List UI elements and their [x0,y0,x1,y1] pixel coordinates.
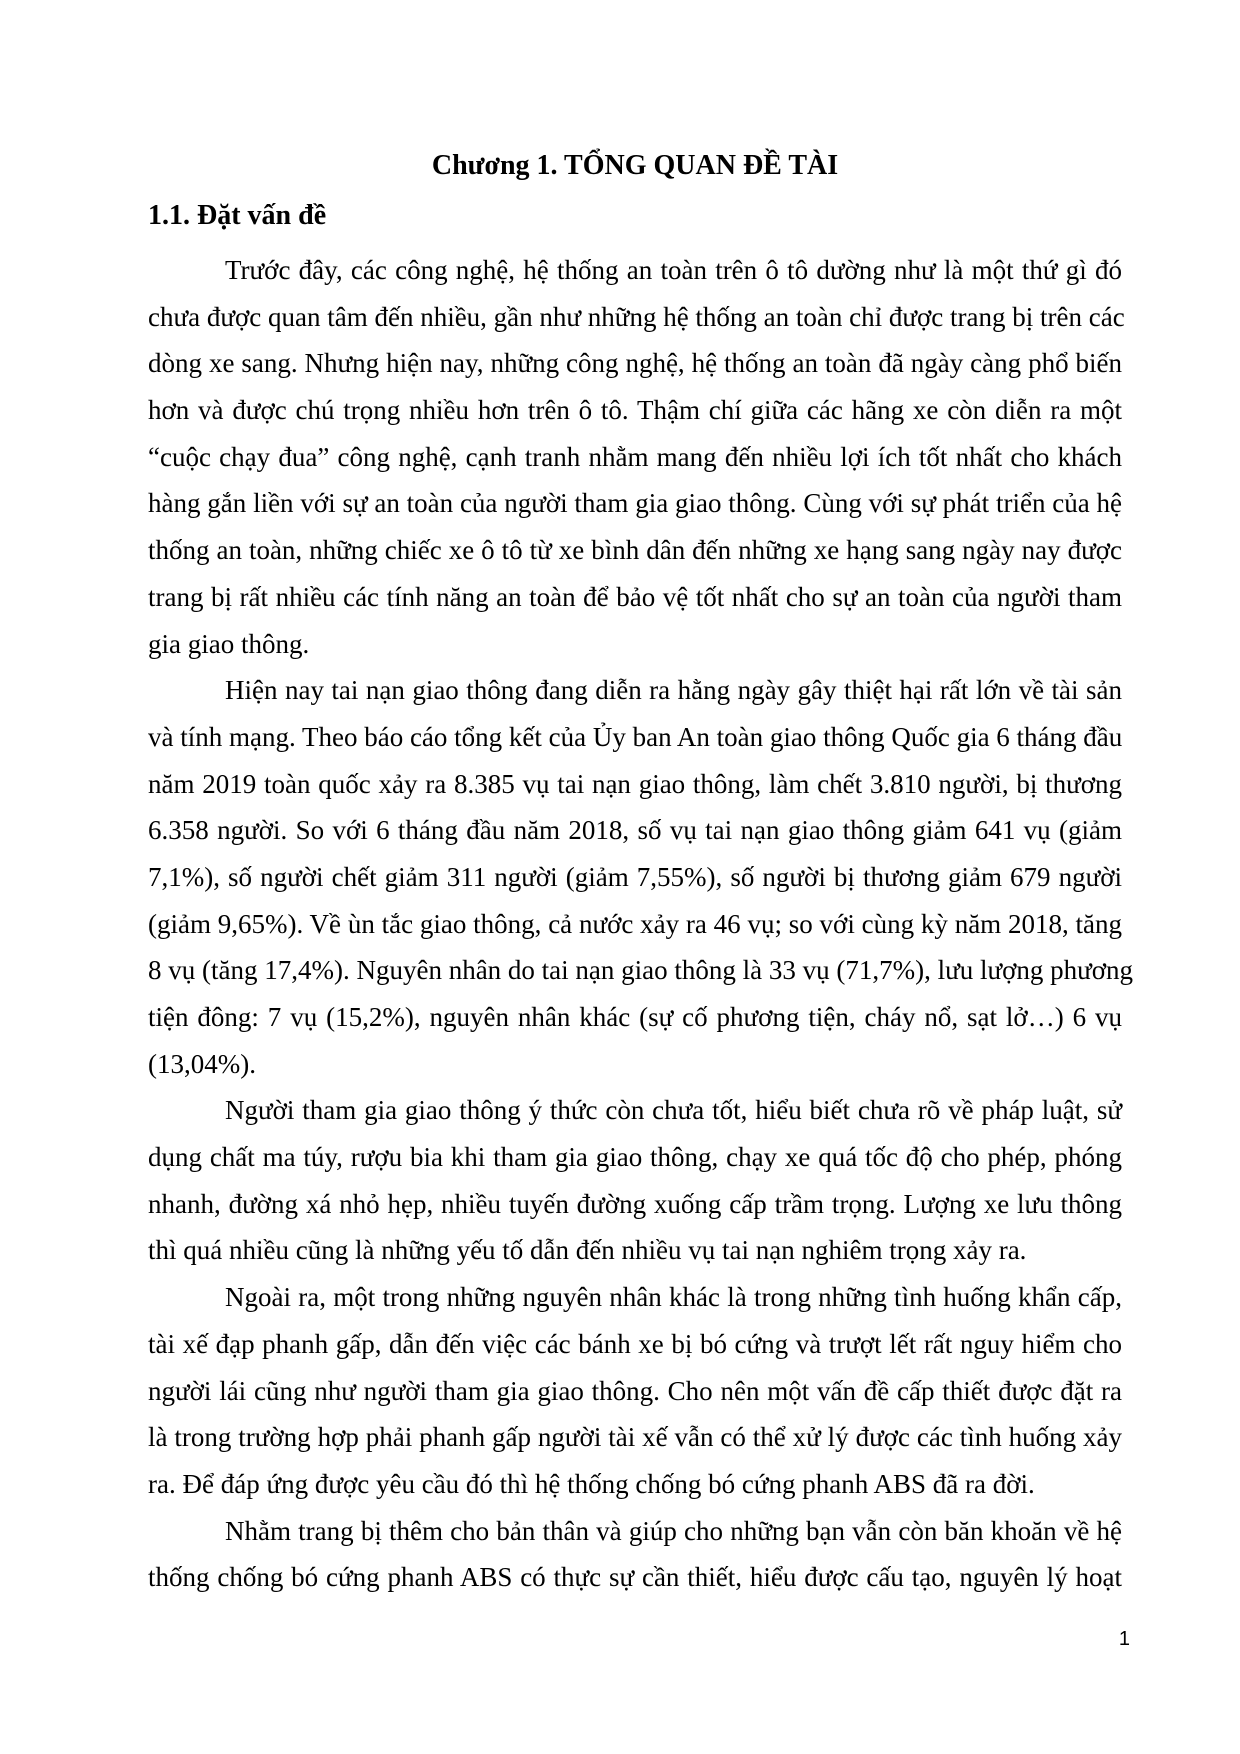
paragraph [148,1087,1122,1274]
text-line: hơn và được chú trọng nhiều hơn trên ô tô. Thậm chí giữa các hãng xe còn diễn ra một [148,395,1122,426]
paragraph [148,1274,1122,1507]
text-line: Nhằm trang bị thêm cho bản thân và giúp cho những bạn vẫn còn băn khoăn về hệ [225,1515,1122,1546]
text-line: thì quá nhiều cũng là những yếu tố dẫn đến nhiều vụ tai nạn nghiêm trọng xảy ra. [148,1235,1027,1266]
text-line: thống an toàn, những chiếc xe ô tô từ xe bình dân đến những xe hạng sang ngày nay được [148,535,1122,566]
text-line: tài xế đạp phanh gấp, dẫn đến việc các bánh xe bị bó cứng và trượt lết rất nguy hiểm cho [148,1328,1122,1359]
text-line: người lái cũng như người tham gia giao thông. Cho nên một vấn đề cấp thiết được đặt ra [148,1375,1122,1406]
text-line: ra. Để đáp ứng được yêu cầu đó thì hệ thống chống bó cứng phanh ABS đã ra đời. [148,1468,1035,1499]
text-line: năm 2019 toàn quốc xảy ra 8.385 vụ tai nạn giao thông, làm chết 3.810 người, bị thương [148,768,1122,799]
text-line: hàng gắn liền với sự an toàn của người tham gia giao thông. Cùng với sự phát triển của hệ [148,488,1122,519]
text-line: và tính mạng. Theo báo cáo tổng kết của Ủy ban An toàn giao thông Quốc gia 6 tháng đầu [148,721,1123,752]
text-line: 6.358 người. So với 6 tháng đầu năm 2018, số vụ tai nạn giao thông giảm 641 vụ (giảm [148,815,1122,846]
text-line: gia giao thông. [148,628,310,659]
text-line: “cuộc chạy đua” công nghệ, cạnh tranh nhằm mang đến nhiều lợi ích tốt nhất cho khách [148,441,1122,472]
text-line: 8 vụ (tăng 17,4%). Nguyên nhân do tai nạn giao thông là 33 vụ (71,7%), lưu lượng phương [148,955,1134,986]
text-line: (giảm 9,65%). Về ùn tắc giao thông, cả nước xảy ra 46 vụ; so với cùng kỳ năm 2018, tăng [148,908,1122,939]
page-number: 1 [1118,1628,1130,1650]
text-line: Hiện nay tai nạn giao thông đang diễn ra hằng ngày gây thiệt hại rất lớn về tài sản [225,675,1122,706]
text-line: Trước đây, các công nghệ, hệ thống an toàn trên ô tô dường như là một thứ gì đó [225,255,1122,285]
text-line: dòng xe sang. Nhưng hiện nay, những công nghệ, hệ thống an toàn đã ngày càng phổ biến [148,348,1122,379]
text-line: là trong trường hợp phải phanh gấp người tài xế vẫn có thể xử lý được các tình huống xảy [148,1422,1122,1453]
text-line: trang bị rất nhiều các tính năng an toàn để bảo vệ tốt nhất cho sự an toàn của người tham [148,581,1122,612]
text-line: thống chống bó cứng phanh ABS có thực sự cần thiết, hiểu được cấu tạo, nguyên lý hoạt [148,1562,1122,1593]
text-line: chưa được quan tâm đến nhiều, gần như những hệ thống an toàn chỉ được trang bị trên các [148,301,1125,332]
text-line: nhanh, đường xá nhỏ hẹp, nhiều tuyến đường xuống cấp trầm trọng. Lượng xe lưu thông [148,1188,1122,1219]
body-text [148,247,1134,1601]
text-line: 7,1%), số người chết giảm 311 người (giảm 7,55%), số người bị thương giảm 679 người [148,861,1122,892]
paragraph [148,667,1134,1087]
text-line: dụng chất ma túy, rượu bia khi tham gia giao thông, chạy xe quá tốc độ cho phép, phóng [148,1142,1122,1173]
paragraph [148,247,1125,667]
text-line: tiện đông: 7 vụ (15,2%), nguyên nhân khác (sự cố phương tiện, cháy nổ, sạt lở…) 6 vụ [148,1002,1122,1032]
text-line: (13,04%). [148,1048,256,1079]
section-title: 1.1. Đặt vấn đề [148,200,327,231]
chapter-title: Chương 1. TỔNG QUAN ĐỀ TÀI [431,150,839,181]
text-line: Ngoài ra, một trong những nguyên nhân khác là trong những tình huống khẩn cấp, [225,1282,1122,1313]
paragraph [148,1508,1122,1601]
text-line: Người tham gia giao thông ý thức còn chưa tốt, hiểu biết chưa rõ về pháp luật, sử [225,1095,1122,1126]
